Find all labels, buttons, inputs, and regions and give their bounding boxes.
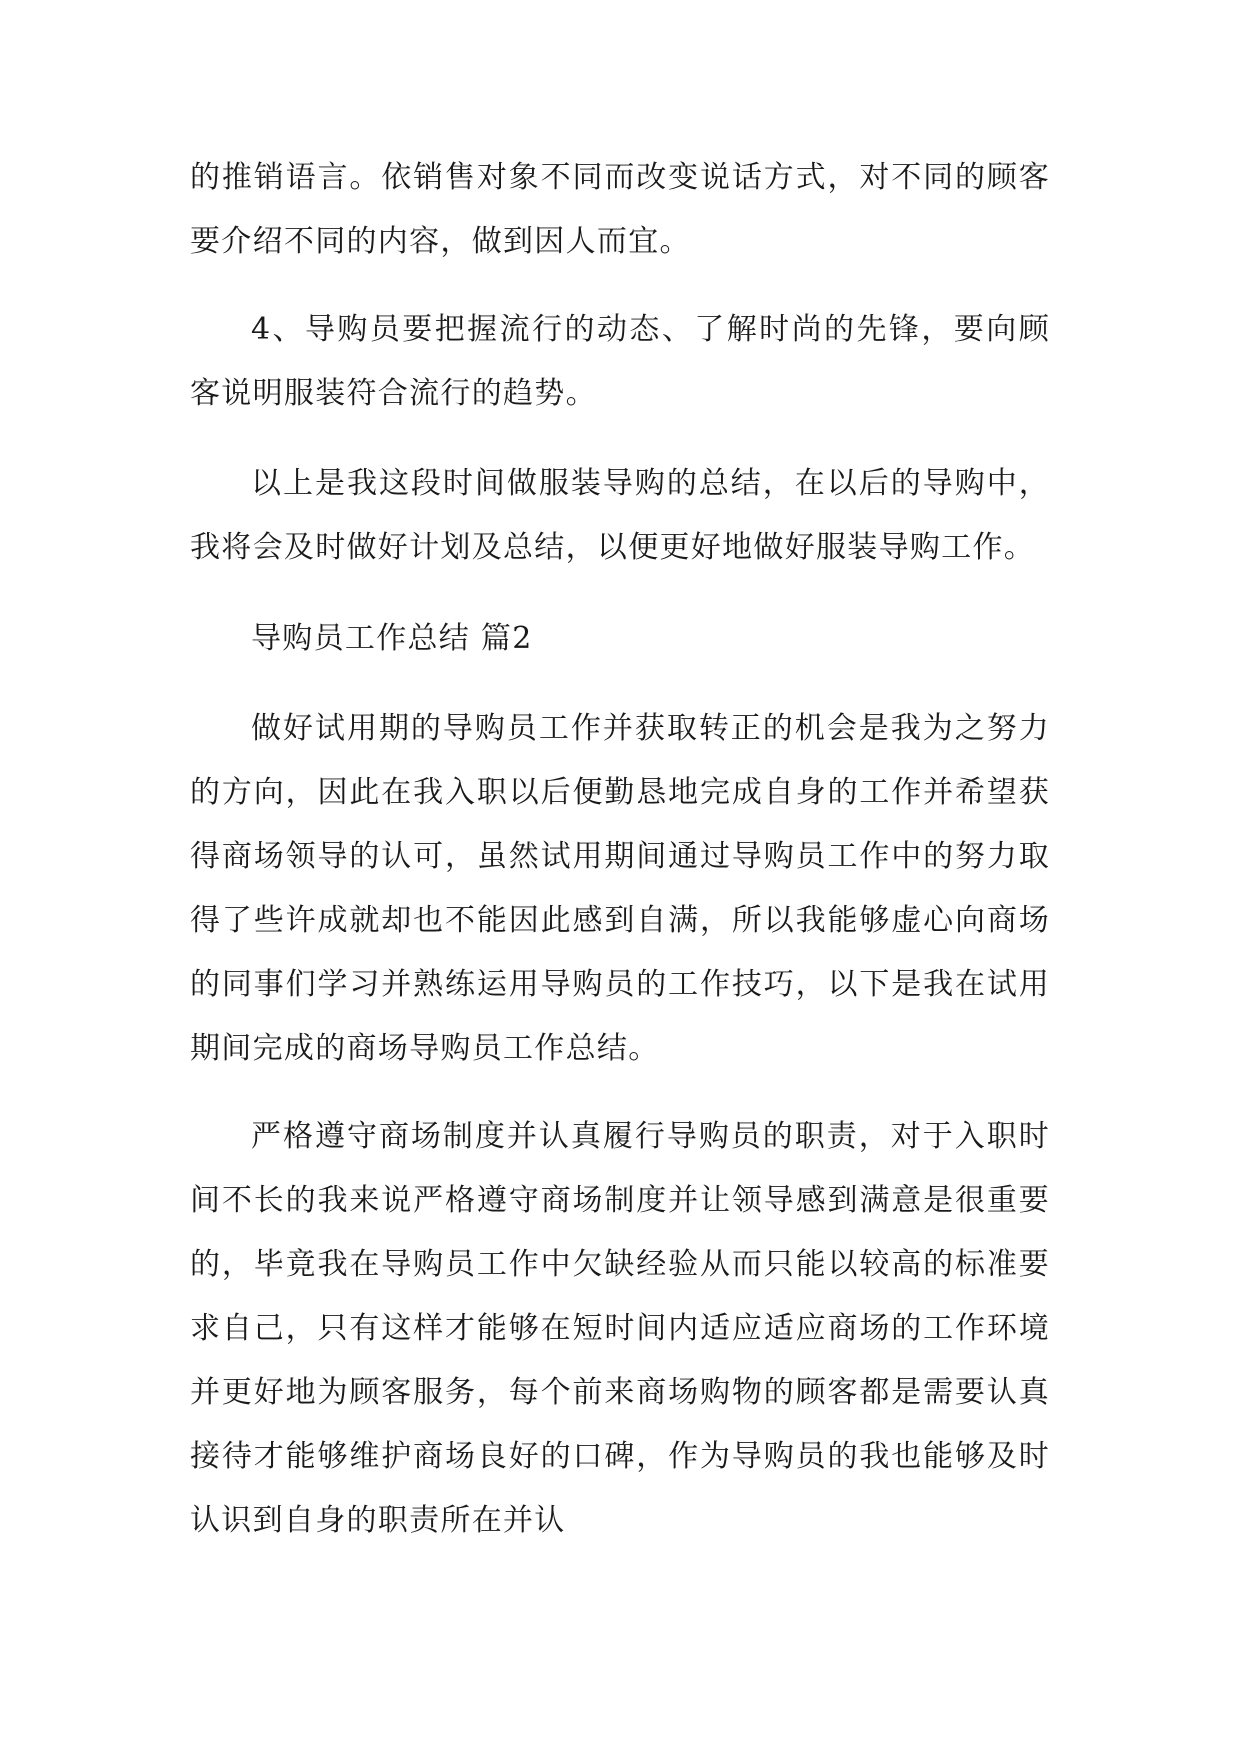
paragraph-point-4: 4、导购员要把握流行的动态、了解时尚的先锋，要向顾客说明服装符合流行的趋势。 (190, 312, 1050, 411)
paragraph-continuation: 的推销语言。依销售对象不同而改变说话方式，对不同的顾客要介绍不同的内容，做到因人而宜。 (190, 160, 1050, 259)
paragraph-intro: 做好试用期的导购员工作并获取转正的机会是我为之努力的方向，因此在我入职以后便勤恳地完成自身的工作并希望获得商场领导的认可，虽然试用期间通过导购员工作中的努力取得了些许成就却也不能因此感到自满，所以我能够虚心向商场的同事们学习并熟练运用导购员的工作技巧，以下是我在试用期间完成的商场导购员工作总结。 (190, 711, 1050, 1066)
document-body (190, 146, 1050, 1553)
paragraph-conclusion: 以上是我这段时间做服装导购的总结，在以后的导购中，我将会及时做好计划及总结，以便更好地做好服装导购工作。 (190, 466, 1050, 565)
section-heading: 导购员工作总结 篇2 (251, 621, 533, 656)
paragraph-rules: 严格遵守商场制度并认真履行导购员的职责，对于入职时间不长的我来说严格遵守商场制度并让领导感到满意是很重要的，毕竟我在导购员工作中欠缺经验从而只能以较高的标准要求自己，只有这样才能够在短时间内适应适应商场的工作环境并更好地为顾客服务，每个前来商场购物的顾客都是需要认真接待才能够维护商场良好的口碑，作为导购员的我也能够及时认识到自身的职责所在并认 (190, 1119, 1050, 1538)
